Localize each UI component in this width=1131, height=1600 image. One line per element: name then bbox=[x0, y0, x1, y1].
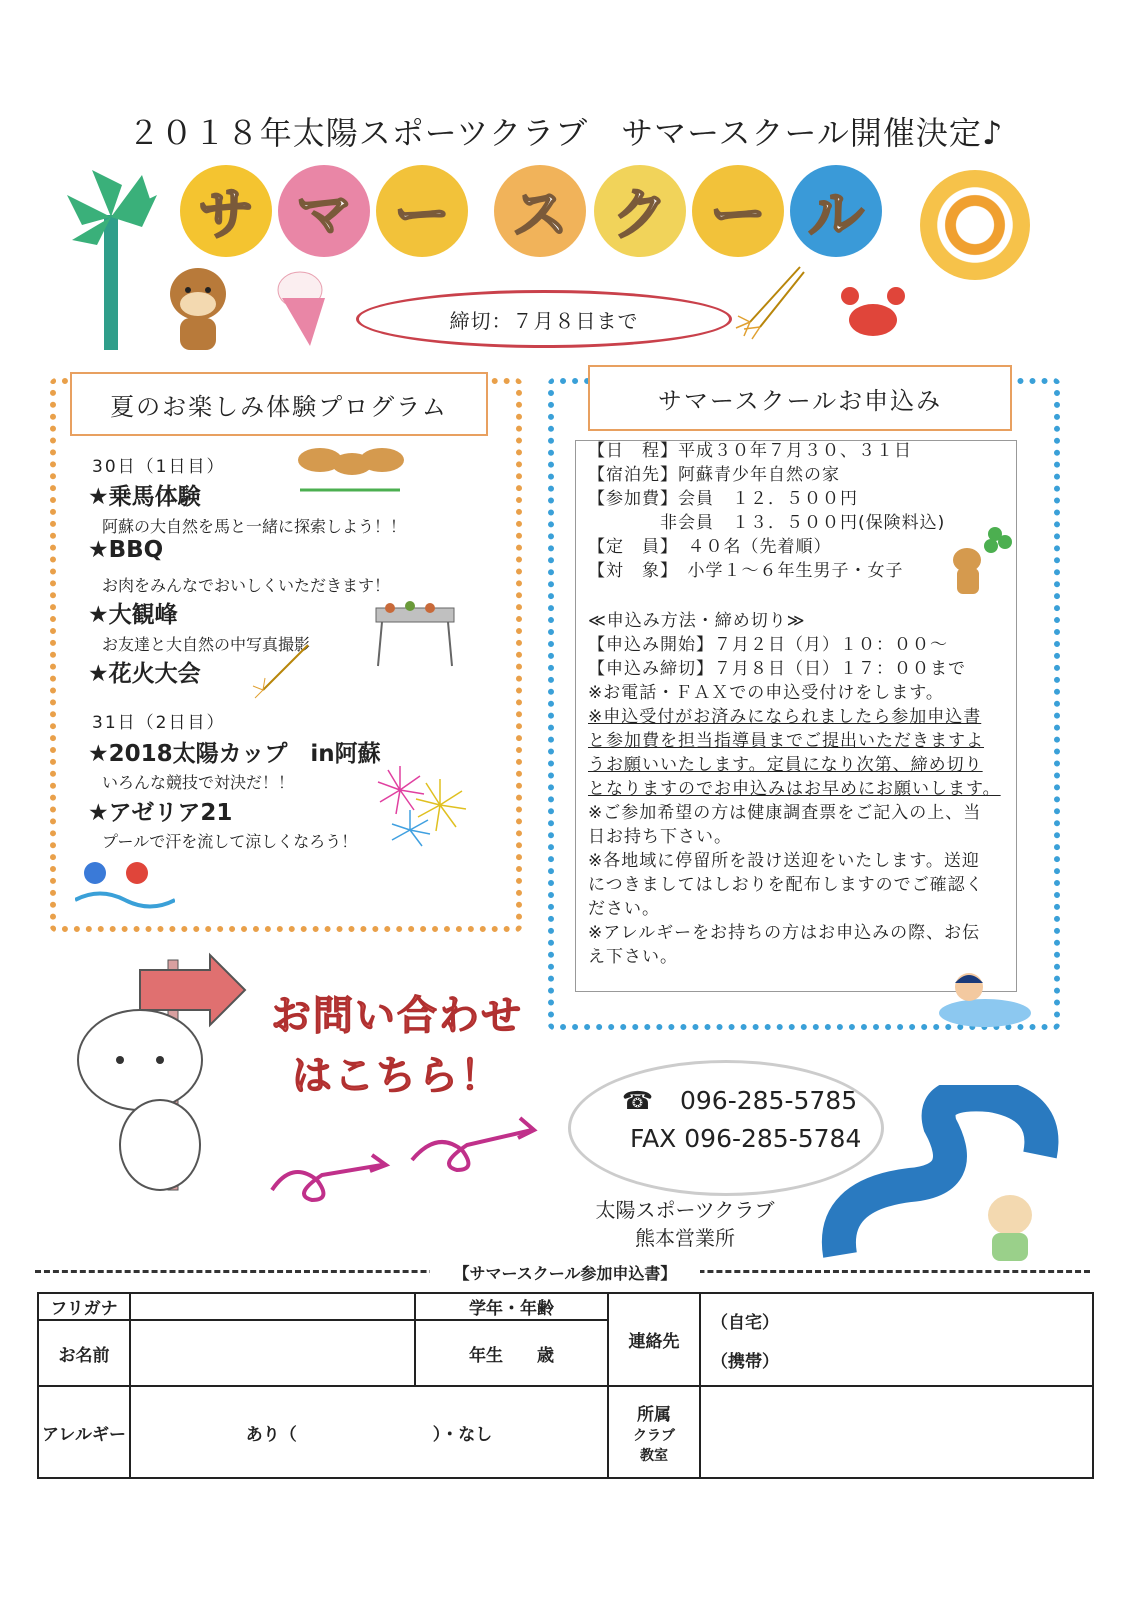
program-desc-daikanbo: お友達と大自然の中写真撮影 bbox=[102, 635, 311, 654]
sparkler-icon bbox=[730, 262, 810, 342]
org-name: 太陽スポーツクラブ bbox=[595, 1198, 775, 1222]
program-desc-bbq: お肉をみんなでおいしくいただきます！ bbox=[102, 576, 391, 595]
ice-cream-icon bbox=[270, 268, 340, 348]
form-name-label: お名前 bbox=[38, 1320, 130, 1386]
app-line-3: 【参加費】会員 １２．５００円 bbox=[588, 489, 858, 509]
contact-heading-line1: お問い合わせ bbox=[271, 993, 523, 1039]
bbq-grill-icon bbox=[370, 598, 460, 668]
water-slide-icon bbox=[820, 1085, 1060, 1265]
title-char-4: ス bbox=[494, 165, 586, 257]
app-line-15: となりますのでお申込みはお早めにお願いします。 bbox=[588, 779, 1001, 799]
app-line-2: 【宿泊先】阿蘇青少年自然の家 bbox=[588, 465, 840, 485]
app-line-4: 非会員 １３．５００円(保険料込) bbox=[588, 513, 946, 533]
app-line-16: ※ご参加希望の方は健康調査票をご記入の上、当 bbox=[588, 803, 982, 823]
fax-number: FAX 096-285-5784 bbox=[630, 1124, 862, 1153]
form-title: 【サマースクール参加申込書】 bbox=[430, 1261, 700, 1284]
title-char-2: マ bbox=[278, 165, 370, 257]
crab-icon bbox=[838, 282, 908, 342]
app-line-19: につきましてはしおりを配布しますのでご確認く bbox=[588, 875, 984, 895]
cat-mascot-icon bbox=[60, 950, 260, 1200]
app-line-8: ≪申込み方法・締め切り≫ bbox=[588, 611, 806, 631]
program-item-daikanbo: ★大観峰 bbox=[88, 602, 178, 628]
form-club-field[interactable] bbox=[700, 1386, 1093, 1478]
form-grade-age-header: 学年・年齢 bbox=[415, 1293, 608, 1320]
form-contact-field[interactable] bbox=[700, 1293, 1093, 1386]
program-item-azeria: ★アゼリア21 bbox=[88, 800, 233, 826]
program-item-bbq: ★BBQ bbox=[88, 537, 164, 563]
title-char-6: ー bbox=[692, 165, 784, 257]
app-line-6: 【対 象】 小学１～６年生男子・女子 bbox=[588, 561, 904, 581]
form-club-label bbox=[608, 1386, 700, 1478]
title-char-7: ル bbox=[790, 165, 882, 257]
form-name-field[interactable] bbox=[130, 1320, 415, 1386]
swimmers-icon bbox=[75, 855, 175, 910]
page-headline: ２０１８年太陽スポーツクラブ サマースクール開催決定♪ bbox=[127, 114, 1004, 152]
telephone-icon: ☎ bbox=[622, 1086, 654, 1115]
title-row bbox=[180, 165, 900, 265]
form-row-furigana bbox=[38, 1293, 1093, 1320]
title-char-3: ー bbox=[376, 165, 468, 257]
program-item-fireworks: ★花火大会 bbox=[88, 661, 201, 687]
swimmer-icon bbox=[935, 965, 1035, 1030]
app-line-21: ※アレルギーをお持ちの方はお申込みの際、お伝 bbox=[588, 923, 981, 943]
form-club-line1: 所属 bbox=[637, 1404, 671, 1425]
form-furigana-field[interactable] bbox=[130, 1293, 415, 1320]
app-line-1: 【日 程】平成３０年７月３０、３１日 bbox=[588, 441, 912, 461]
app-line-11: ※お電話・ＦＡＸでの申込受付けをします。 bbox=[588, 683, 944, 703]
app-line-10: 【申込み締切】７月８日（日）１７：００まで bbox=[588, 659, 966, 679]
horse-icon bbox=[160, 262, 240, 354]
day1-label: 30日（1日目） bbox=[92, 457, 226, 477]
form-club-line2: クラブ bbox=[633, 1427, 675, 1444]
arrows-icon bbox=[262, 1100, 562, 1210]
clover-horse-icon bbox=[945, 520, 1015, 600]
form-mobile-label: （携帯） bbox=[711, 1351, 779, 1372]
org-branch: 熊本営業所 bbox=[635, 1226, 735, 1250]
program-desc-cup: いろんな競技で対決だ！！ bbox=[102, 773, 295, 792]
app-line-20: ださい。 bbox=[588, 899, 660, 919]
program-item-horse-riding: ★乗馬体験 bbox=[88, 484, 201, 510]
program-title: 夏のお楽しみ体験プログラム bbox=[70, 372, 488, 436]
title-char-5: ク bbox=[594, 165, 686, 257]
form-grade-age-field[interactable]: 年生 歳 bbox=[415, 1320, 608, 1386]
form-furigana-label: フリガナ bbox=[38, 1293, 130, 1320]
app-line-22: え下さい。 bbox=[588, 947, 678, 967]
fireworks-icon bbox=[370, 760, 480, 860]
day2-label: 31日（2日目） bbox=[92, 713, 226, 733]
form-contact-label: 連絡先 bbox=[608, 1293, 700, 1386]
deadline-oval: 締切：７月８日まで bbox=[356, 290, 732, 348]
palm-tree-icon bbox=[62, 165, 162, 355]
title-char-1: サ bbox=[180, 165, 272, 257]
form-club-line3: 教室 bbox=[640, 1447, 668, 1464]
app-line-5: 【定 員】 ４０名（先着順） bbox=[588, 537, 832, 557]
application-form-table bbox=[37, 1292, 1094, 1479]
program-item-cup: ★2018太陽カップ in阿蘇 bbox=[88, 741, 381, 767]
form-allergy-field[interactable]: あり（ ）・なし bbox=[130, 1386, 608, 1478]
app-line-9: 【申込み開始】７月２日（月）１０：００～ bbox=[588, 635, 948, 655]
app-line-17: 日お持ち下さい。 bbox=[588, 827, 732, 847]
contact-heading-line2: はこちら！ bbox=[292, 1053, 502, 1099]
program-desc-horse-riding: 阿蘇の大自然を馬と一緒に探索しよう！！ bbox=[102, 517, 407, 536]
app-line-12: ※申込受付がお済みになられましたら参加申込書 bbox=[588, 707, 982, 727]
form-row-allergy bbox=[38, 1386, 1093, 1478]
tel-number: 096-285-5785 bbox=[680, 1086, 858, 1115]
program-desc-azeria: プールで汗を流して涼しくなろう！ bbox=[102, 832, 358, 851]
app-line-14: うお願いいたします。定員になり次第、締め切り bbox=[588, 755, 983, 775]
horses-icon bbox=[290, 422, 410, 492]
form-allergy-label: アレルギー bbox=[38, 1386, 130, 1478]
app-line-13: と参加費を担当指導員までご提出いただきますよ bbox=[588, 731, 984, 751]
sun-icon bbox=[920, 170, 1030, 280]
sparkler-icon-2 bbox=[248, 640, 318, 700]
app-line-18: ※各地域に停留所を設け送迎をいたします。送迎 bbox=[588, 851, 980, 871]
application-title: サマースクールお申込み bbox=[588, 365, 1012, 431]
form-home-label: （自宅） bbox=[711, 1312, 779, 1333]
